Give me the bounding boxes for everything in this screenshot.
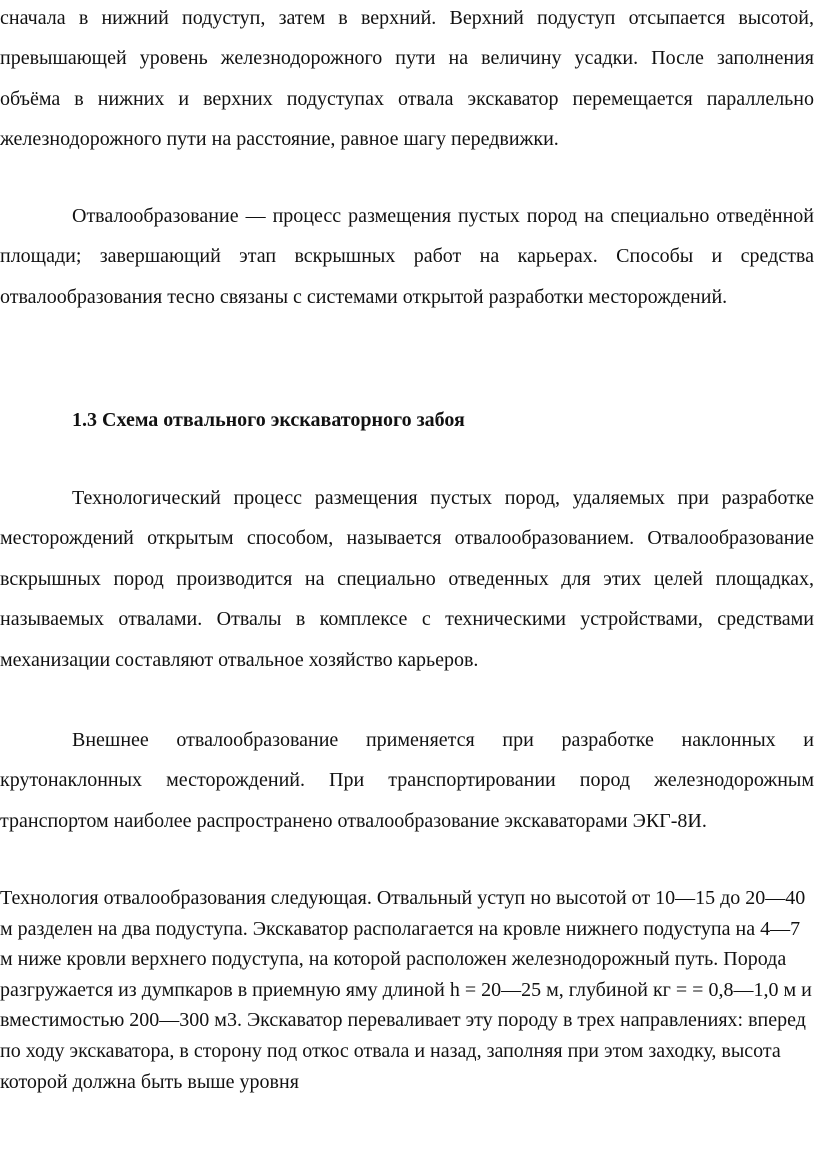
section-heading: 1.3 Схема отвального экскаваторного забоя bbox=[72, 409, 465, 431]
paragraph-definition: Отвалообразование — процесс размещения пустых пород на специально отведённой площади; завершающий этап вскрышных работ на карьерах. Способы и средства отвалообразования тесно связаны с системами открытой разработки месторождений. bbox=[0, 205, 814, 308]
paragraph-technology-process: Технологический процесс размещения пустых пород, удаляемых при разработке месторождений открытым способом, называется отвалообразованием. Отвалообразование вскрышных пород производится на специально отведенных для этих целей площадках, называемых отвалами. Отвалы в комплексе с техническими устройствами, средствами механизации составляют отвальное хозяйство карьеров. bbox=[0, 487, 814, 671]
paragraph-technology-description: Технология отвалообразования следующая. Отвальный уступ но высотой от 10—15 до 20—40 м разделен на два подуступа. Экскаватор располагается на кровле нижнего подуступа на 4—7 м ниже кровли верхнего подуступа, на которой расположен железнодорожный путь. Порода разгружается из думпкаров в приемную яму длиной h = 20—25 м, глубиной кг = = 0,8—1,0 м и вместимостью 200—300 м3. Экскаватор переваливает эту породу в трех направлениях: вперед по ходу экскаватора, в сторону под откос отвала и назад, заполняя при этом заходку, высота которой должна быть выше уровня bbox=[0, 887, 812, 1093]
paragraph-continuation: сначала в нижний подуступ, затем в верхний. Верхний подуступ отсыпается высотой, превышающей уровень железнодорожного пути на величину усадки. После заполнения объёма в нижних и верхних подуступах отвала экскаватор перемещается параллельно железнодорожного пути на расстояние, равное шагу передвижки. bbox=[0, 7, 814, 151]
paragraph-external-dumping: Внешнее отвалообразование применяется при разработке наклонных и крутонаклонных месторождений. При транспортировании пород железнодорожным транспортом наиболее распространено отвалообразование экскаваторами ЭКГ-8И. bbox=[0, 729, 814, 832]
